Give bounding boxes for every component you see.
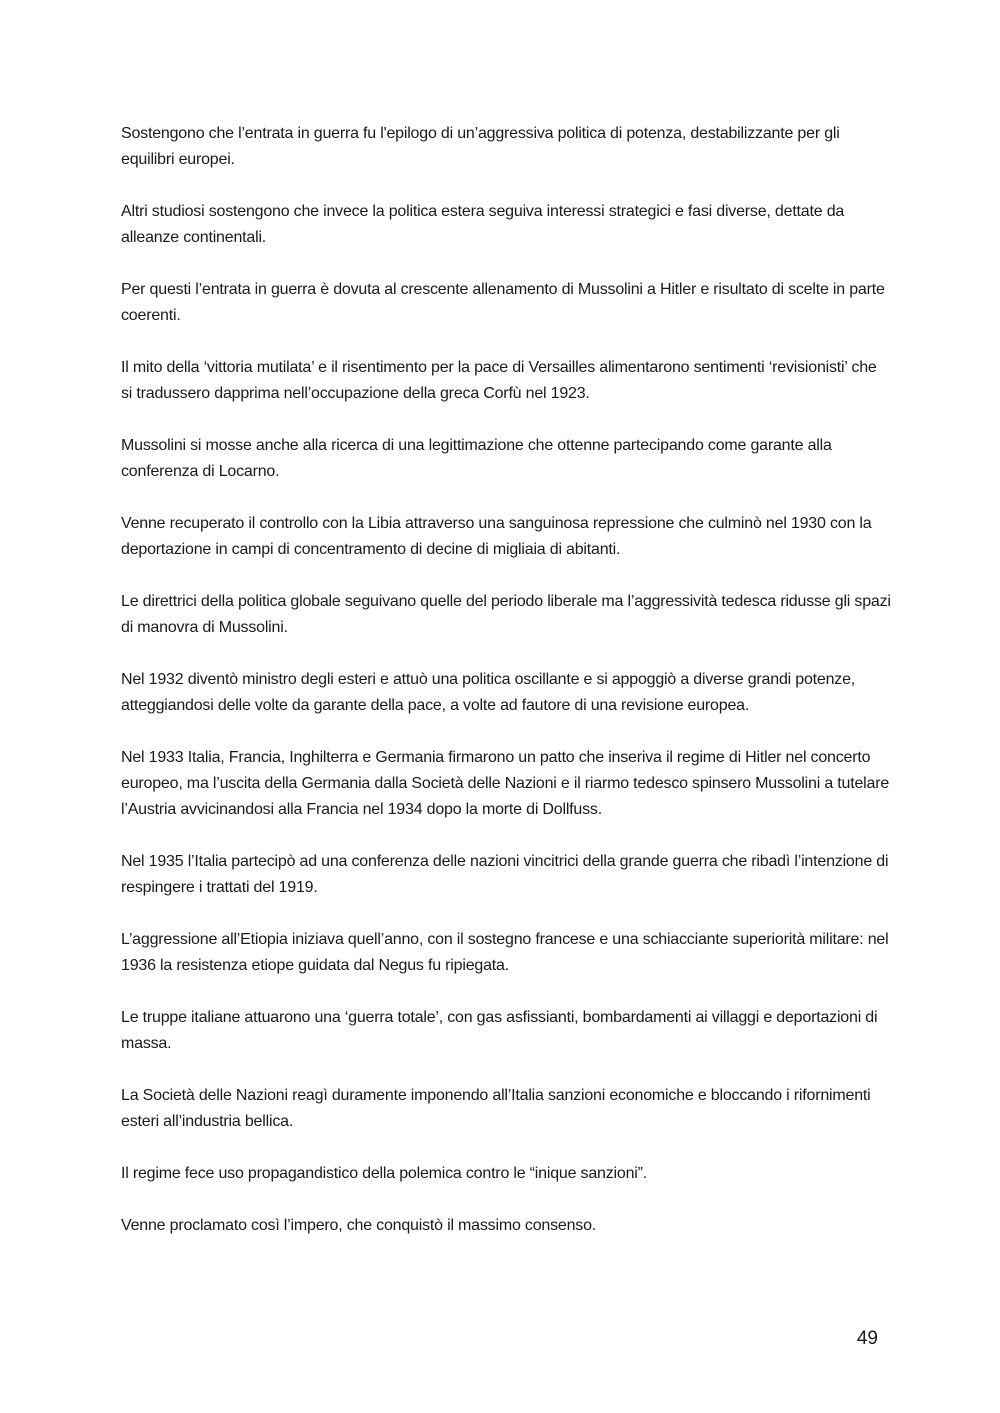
paragraph: Per questi l’entrata in guerra è dovuta al crescente allenamento di Mussolini a Hitler e risultato di scelte in parte coerenti. bbox=[121, 281, 885, 324]
page-number: 49 bbox=[856, 1328, 878, 1349]
page-body bbox=[121, 121, 891, 1265]
paragraph: Il regime fece uso propagandistico della polemica contro le “inique sanzioni”. bbox=[121, 1165, 648, 1182]
paragraph: La Società delle Nazioni reagì duramente imponendo all’Italia sanzioni economiche e bloccando i rifornimenti esteri all’industria bellica. bbox=[121, 1087, 871, 1130]
paragraph: Sostengono che l’entrata in guerra fu l'epilogo di un’aggressiva politica di potenza, destabilizzante per gli equilibri europei. bbox=[121, 125, 840, 168]
paragraph: Nel 1933 Italia, Francia, Inghilterra e Germania firmarono un patto che inseriva il regime di Hitler nel concerto europeo, ma l’uscita della Germania dalla Società delle Nazioni e il riarmo tedesco spinsero Mussolini a tutelare l’Austria avvicinandosi alla Francia nel 1934 dopo la morte di Dollfuss. bbox=[121, 749, 890, 818]
paragraph: Il mito della ‘vittoria mutilata’ e il risentimento per la pace di Versailles alimentarono sentimenti ‘revisionisti’ che si tradussero dapprima nell’occupazione della greca Corfù nel 1923. bbox=[121, 359, 877, 402]
paragraph: Le truppe italiane attuarono una ‘guerra totale’, con gas asfissianti, bombardamenti ai villaggi e deportazioni di massa. bbox=[121, 1009, 878, 1052]
paragraph: Nel 1932 diventò ministro degli esteri e attuò una politica oscillante e si appoggiò a diverse grandi potenze, atteggiandosi delle volte da garante della pace, a volte ad fautore di una revisione europea. bbox=[121, 671, 856, 714]
paragraph: Venne proclamato così l’impero, che conquistò il massimo consenso. bbox=[121, 1217, 597, 1234]
paragraph: Venne recuperato il controllo con la Libia attraverso una sanguinosa repressione che culminò nel 1930 con la deportazione in campi di concentramento di decine di migliaia di abitanti. bbox=[121, 515, 872, 558]
paragraph: Nel 1935 l’Italia partecipò ad una conferenza delle nazioni vincitrici della grande guerra che ribadì l’intenzione di respingere i trattati del 1919. bbox=[121, 853, 889, 896]
paragraph: Le direttrici della politica globale seguivano quelle del periodo liberale ma l’aggressività tedesca ridusse gli spazi di manovra di Mussolini. bbox=[121, 593, 891, 636]
paragraph: Mussolini si mosse anche alla ricerca di una legittimazione che ottenne partecipando come garante alla conferenza di Locarno. bbox=[121, 437, 832, 480]
paragraph: Altri studiosi sostengono che invece la politica estera seguiva interessi strategici e fasi diverse, dettate da alleanze continentali. bbox=[121, 203, 845, 246]
paragraph: L’aggressione all’Etiopia iniziava quell’anno, con il sostegno francese e una schiacciante superiorità militare: nel 1936 la resistenza etiope guidata dal Negus fu ripiegata. bbox=[121, 931, 889, 974]
